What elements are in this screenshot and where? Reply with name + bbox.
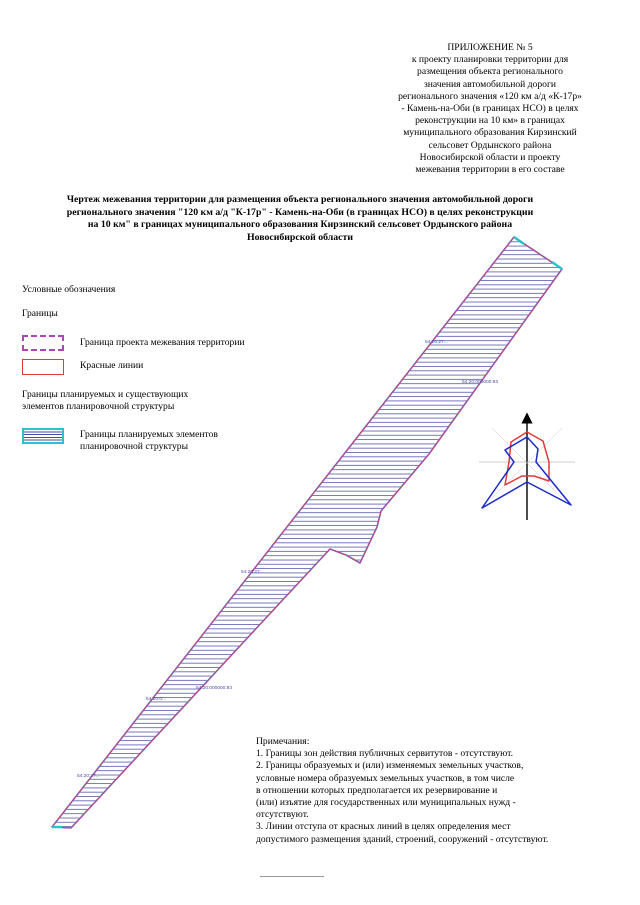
title-line: на 10 км" в границах муниципального образования Кирзинский сельсовет Ордынского района [87, 219, 513, 231]
note-line: в отношении которых предполагается их резервирование и [256, 784, 498, 796]
map-label: 54:20:27... [241, 570, 264, 575]
map-label: 54:20:000000:93 [462, 380, 499, 385]
appendix-line: Новосибирской области и проекту [419, 151, 561, 163]
legend-planned-line1: Границы планируемых элементов [80, 429, 218, 440]
legend-group-structure-line1: Границы планируемых и существующих [22, 389, 189, 400]
appendix-line: ПРИЛОЖЕНИЕ № 5 [447, 42, 533, 53]
appendix-line: реконструкции на 10 км» в границах [415, 115, 565, 127]
note-line: (или) изъятие для государственных или муниципальных нужд - [256, 797, 516, 809]
notes [256, 736, 596, 846]
map-label: 54:20:27... [425, 340, 448, 345]
appendix-line: к проекту планировки территории для [411, 54, 569, 66]
note-line: 3. Линии отступа от красных линий в целях определения мест [256, 821, 511, 833]
note-line: 1. Границы зон действия публичных сервитутов - отсутствуют. [256, 748, 513, 760]
appendix-line: значения автомобильной дороги [423, 78, 557, 90]
title-line: Новосибирской области [247, 231, 353, 243]
appendix-line: размещения объекта регионального [417, 66, 563, 78]
appendix-line: - Камень-на-Оби (в границах НСО) в целях [401, 103, 579, 115]
note-line: условные номера образуемых земельных участков, в том числе [256, 772, 515, 784]
legend-group-boundaries: Границы [22, 308, 58, 319]
map-label: 54:20:000000:93 [196, 686, 233, 691]
map-label: 54:20:27... [77, 774, 100, 779]
wind-rose [479, 418, 575, 520]
note-line: отсутствуют. [256, 809, 309, 821]
footer-divider [260, 876, 324, 877]
legend-project-boundary-label: Граница проекта межевания территории [80, 337, 245, 348]
notes-heading: Примечания: [256, 736, 310, 747]
note-line: 2. Границы образуемых и (или) изменяемых земельных участков, [256, 760, 524, 772]
legend-group-structure-line2: элементов планировочной структуры [22, 401, 175, 412]
appendix-line: сельсовет Ордынского района [428, 139, 552, 151]
title-line: Чертеж межевания территории для размещения объекта регионального значения автомобильной дороги [66, 194, 534, 205]
legend-heading: Условные обозначения [22, 284, 116, 295]
appendix-line: регионального значения «120 км а/д «К-17р» [398, 90, 582, 102]
note-line: допустимого размещения зданий, строений, сооружений - отсутствуют. [256, 833, 549, 845]
legend-planned-line2: планировочной структуры [80, 441, 189, 452]
map-label: 54:20:0... [146, 697, 167, 702]
appendix-line: межевания территории в его составе [415, 164, 565, 176]
title-line: регионального значения "120 км а/д "К-17р" - Камень-на-Оби (в границах НСО) в целях реконструкции [66, 206, 534, 218]
legend-red-lines-label: Красные линии [80, 360, 144, 371]
appendix-line: муниципального образования Кирзинский [403, 127, 577, 139]
